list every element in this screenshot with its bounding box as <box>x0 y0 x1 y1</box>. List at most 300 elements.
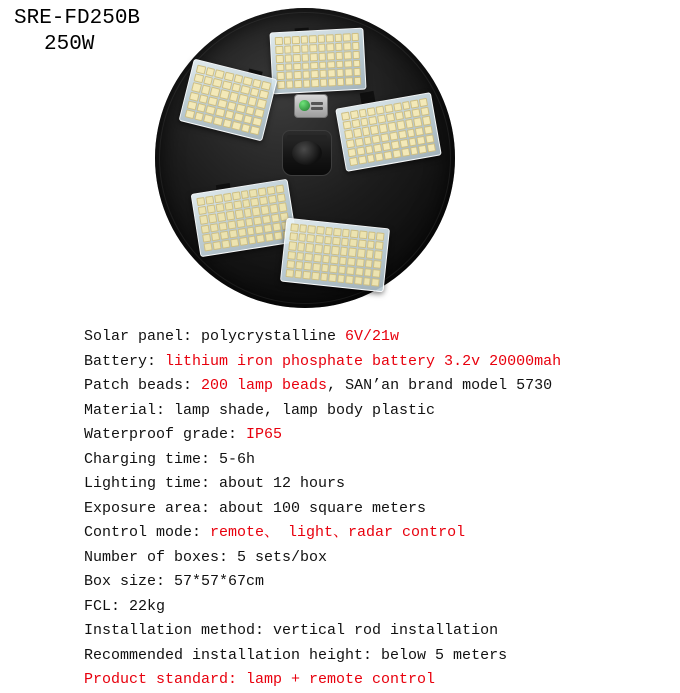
led-bead <box>250 198 259 207</box>
led-bead <box>215 203 224 212</box>
led-bead <box>305 252 313 261</box>
spec-line <box>84 644 654 669</box>
product-wattage: 250W <box>44 33 95 56</box>
led-bead <box>243 208 252 217</box>
led-bead <box>189 91 199 101</box>
spec-line <box>84 448 654 473</box>
led-bead <box>319 79 327 87</box>
led-bead <box>306 234 314 243</box>
led-bead <box>327 61 335 69</box>
led-bead <box>209 223 218 232</box>
led-bead <box>309 35 317 43</box>
led-bead <box>352 50 360 58</box>
led-bead <box>348 248 356 257</box>
led-bead <box>363 277 371 286</box>
led-bead <box>319 61 327 69</box>
led-bead <box>315 235 323 244</box>
led-bead <box>356 258 364 267</box>
spec-value: 6V/21w <box>345 328 400 345</box>
led-bead <box>227 220 236 229</box>
led-bead <box>288 241 296 250</box>
led-bead <box>336 78 344 86</box>
led-bead <box>405 119 414 128</box>
led-bead <box>357 249 365 258</box>
led-bead <box>353 128 362 137</box>
spec-label: Number of boxes: 5 sets/box <box>84 548 328 566</box>
led-bead <box>365 259 373 268</box>
led-bead <box>327 52 335 60</box>
spec-label: Box size: 57*57*67cm <box>84 573 265 590</box>
spec-label: Installation method: vertical rod installation <box>84 622 499 639</box>
led-bead <box>320 272 328 281</box>
led-bead <box>424 125 433 134</box>
spec-label: Exposure area: about 100 square meters <box>84 499 427 517</box>
led-bead <box>384 151 393 160</box>
led-bead <box>259 196 268 205</box>
led-bead <box>305 243 313 252</box>
led-bead <box>230 238 239 247</box>
led-bead <box>302 80 310 88</box>
led-bead <box>214 194 223 203</box>
led-bead <box>408 137 417 146</box>
led-bead <box>366 154 375 163</box>
led-bead <box>307 225 315 234</box>
led-bead <box>399 139 408 148</box>
spec-value-tail: , SAN’an brand model 5730 <box>327 377 553 394</box>
led-bead <box>295 261 303 270</box>
spec-value: 200 lamp beads <box>201 377 328 394</box>
led-bead <box>287 251 295 260</box>
spec-value: lithium iron phosphate battery 3.2v 20000mah <box>165 352 562 370</box>
led-bead <box>347 257 355 266</box>
led-bead <box>277 81 285 89</box>
led-bead <box>219 89 229 99</box>
spec-value: remote、 light、radar control <box>210 524 466 541</box>
led-bead <box>246 226 255 235</box>
led-bead <box>341 112 350 121</box>
led-bead <box>358 240 366 249</box>
led-bead <box>343 42 351 50</box>
led-bead <box>328 273 336 282</box>
spec-line <box>84 570 654 595</box>
led-bead <box>353 68 361 76</box>
led-bead <box>199 215 208 224</box>
led-bead <box>347 148 356 157</box>
led-bead-grid <box>185 65 272 136</box>
motion-sensor-icon <box>294 94 328 118</box>
led-bead <box>406 128 415 137</box>
led-bead <box>303 271 311 280</box>
led-bead <box>301 44 309 52</box>
led-bead <box>375 241 383 250</box>
spec-label: FCL: 22kg <box>84 597 166 615</box>
led-bead <box>207 205 216 214</box>
led-bead <box>351 119 360 128</box>
led-bead <box>352 59 360 67</box>
led-bead <box>377 115 386 124</box>
led-bead <box>326 34 334 42</box>
led-bead <box>304 261 312 270</box>
led-bead <box>302 62 310 70</box>
led-bead <box>258 187 267 196</box>
spec-label: Material: lamp shade, lamp body plastic <box>84 401 436 419</box>
led-bead <box>395 111 404 120</box>
product-model: SRE-FD250B <box>14 7 141 30</box>
spec-value: IP65 <box>246 426 283 443</box>
led-bead <box>223 193 232 202</box>
led-bead <box>425 134 434 143</box>
center-hub-icon <box>282 130 332 176</box>
led-bead <box>285 269 293 278</box>
led-bead <box>380 133 389 142</box>
led-bead <box>313 253 321 262</box>
led-bead <box>376 232 384 241</box>
spec-line <box>84 497 654 522</box>
led-bead <box>221 239 230 248</box>
led-bead <box>346 139 355 148</box>
led-bead <box>211 232 220 241</box>
led-bead <box>314 244 322 253</box>
led-bead <box>368 231 376 240</box>
led-bead <box>384 104 393 113</box>
led-bead <box>373 143 382 152</box>
led-bead <box>343 121 352 130</box>
led-bead <box>319 70 327 78</box>
led-bead <box>286 260 294 269</box>
led-bead <box>255 225 264 234</box>
led-bead <box>332 237 340 246</box>
led-bead <box>369 116 378 125</box>
spec-label: Solar panel: polycrystalline <box>84 328 346 345</box>
spec-line <box>84 399 654 424</box>
led-bead <box>422 116 431 125</box>
led-bead <box>201 224 210 233</box>
led-bead <box>198 206 207 215</box>
led-bead <box>242 199 251 208</box>
led-bead <box>345 77 353 85</box>
led-bead <box>237 228 246 237</box>
led-bead <box>376 105 385 114</box>
specification-list <box>84 325 654 693</box>
led-bead <box>359 230 367 239</box>
led-bead <box>185 109 195 119</box>
led-bead <box>410 146 419 155</box>
led-bead <box>292 36 300 44</box>
led-bead <box>318 52 326 60</box>
led-bead <box>226 211 235 220</box>
led-bead <box>205 196 214 205</box>
led-bead <box>277 72 285 80</box>
led-bead <box>285 80 293 88</box>
led-bead <box>419 98 428 107</box>
led-bead <box>363 136 372 145</box>
led-bead <box>218 221 227 230</box>
spec-label: Lighting time: about 12 hours <box>84 475 346 492</box>
led-bead <box>366 250 374 259</box>
led-bead <box>261 205 270 214</box>
led-bead <box>239 237 248 246</box>
led-bead <box>311 79 319 87</box>
led-bead <box>321 263 329 272</box>
led-bead <box>276 63 284 71</box>
led-bead <box>374 250 382 259</box>
led-bead <box>284 45 292 53</box>
led-bead <box>252 207 261 216</box>
led-bead <box>353 77 361 85</box>
title-block <box>14 6 140 58</box>
led-bead <box>310 70 318 78</box>
led-bead <box>285 63 293 71</box>
led-bead <box>386 113 395 122</box>
led-bead <box>412 108 421 117</box>
led-bead <box>267 186 276 195</box>
led-bead <box>356 146 365 155</box>
led-bead <box>322 254 330 263</box>
led-bead <box>316 226 324 235</box>
led-bead <box>344 60 352 68</box>
led-bead <box>349 157 358 166</box>
spec-line <box>84 472 654 497</box>
led-bead <box>271 213 280 222</box>
led-bead <box>331 246 339 255</box>
led-bead <box>257 99 267 109</box>
led-bead <box>417 135 426 144</box>
led-bead <box>364 268 372 277</box>
product-photo <box>155 8 455 308</box>
led-bead <box>318 43 326 51</box>
led-bead <box>415 126 424 135</box>
led-bead <box>339 256 347 265</box>
led-bead <box>249 189 258 198</box>
led-bead <box>338 265 346 274</box>
led-bead <box>401 148 410 157</box>
led-panel-bottom <box>280 218 390 293</box>
led-bead <box>264 223 273 232</box>
led-bead <box>299 224 307 233</box>
led-bead <box>335 51 343 59</box>
led-bead <box>275 46 283 54</box>
led-bead <box>358 155 367 164</box>
led-bead <box>372 269 380 278</box>
led-panel-top <box>269 28 366 95</box>
led-bead <box>391 140 400 149</box>
led-bead <box>208 214 217 223</box>
led-bead <box>350 110 359 119</box>
led-bead <box>387 122 396 131</box>
led-bead <box>413 117 422 126</box>
led-bead <box>236 219 245 228</box>
led-bead <box>330 255 338 264</box>
led-bead <box>373 260 381 269</box>
led-bead <box>278 203 287 212</box>
led-bead <box>284 54 292 62</box>
led-bead <box>217 98 227 108</box>
led-bead <box>212 241 221 250</box>
led-bead <box>396 120 405 129</box>
led-bead <box>309 44 317 52</box>
led-bead <box>333 228 341 237</box>
led-bead <box>312 262 320 271</box>
led-bead <box>410 99 419 108</box>
led-bead <box>329 264 337 273</box>
led-bead <box>285 72 293 80</box>
led-bead <box>265 232 274 241</box>
led-bead <box>220 230 229 239</box>
led-bead <box>277 193 286 202</box>
led-bead <box>301 53 309 61</box>
sensor-slot-icon <box>311 102 323 105</box>
led-bead <box>245 217 254 226</box>
spec-line <box>84 350 654 375</box>
led-bead <box>344 51 352 59</box>
led-bead <box>328 78 336 86</box>
led-bead <box>347 266 355 275</box>
led-bead <box>323 245 331 254</box>
spec-label: Battery: <box>84 352 166 370</box>
led-bead <box>290 223 298 232</box>
led-bead <box>202 233 211 242</box>
led-bead <box>294 80 302 88</box>
led-bead <box>336 60 344 68</box>
led-bead <box>361 127 370 136</box>
led-bead <box>335 43 343 51</box>
led-bead <box>269 204 278 213</box>
led-bead <box>213 116 223 126</box>
spec-label: Recommended installation height: below 5 meters <box>84 646 508 664</box>
led-bead <box>346 275 354 284</box>
led-bead-grid <box>341 98 436 166</box>
led-bead <box>203 242 212 251</box>
spec-line <box>84 521 654 546</box>
led-bead <box>392 149 401 158</box>
led-bead <box>217 212 226 221</box>
sensor-indicator-icon <box>299 100 310 111</box>
spec-value: Product standard: lamp + remote control <box>84 671 436 688</box>
led-bead <box>310 62 318 70</box>
spec-label: Control mode: <box>84 524 211 541</box>
spec-line <box>84 325 654 350</box>
led-bead <box>358 109 367 118</box>
led-bead <box>300 36 308 44</box>
led-bead <box>367 107 376 116</box>
led-bead <box>371 278 379 287</box>
led-bead <box>355 267 363 276</box>
spec-line <box>84 595 654 620</box>
led-bead <box>372 134 381 143</box>
led-bead <box>250 125 260 135</box>
led-bead <box>342 229 350 238</box>
spec-line <box>84 374 654 399</box>
spec-line <box>84 668 654 693</box>
led-bead <box>344 69 352 77</box>
led-bead <box>283 36 291 44</box>
led-bead <box>343 33 351 41</box>
led-bead <box>311 272 319 281</box>
led-bead <box>365 145 374 154</box>
led-bead <box>337 274 345 283</box>
led-bead <box>240 190 249 199</box>
led-bead <box>234 210 243 219</box>
led-bead <box>292 45 300 53</box>
led-bead <box>310 53 318 61</box>
led-bead <box>302 71 310 79</box>
led-bead <box>228 229 237 238</box>
led-bead <box>275 184 284 193</box>
led-bead <box>289 232 297 241</box>
led-bead <box>341 238 349 247</box>
led-bead-grid <box>285 223 384 287</box>
spec-label: Charging time: 5-6h <box>84 450 256 468</box>
led-bead <box>398 130 407 139</box>
led-bead <box>367 240 375 249</box>
led-bead <box>427 143 436 152</box>
spec-line <box>84 423 654 448</box>
led-bead <box>224 202 233 211</box>
led-bead <box>352 42 360 50</box>
led-bead <box>389 131 398 140</box>
led-bead <box>334 34 342 42</box>
led-bead <box>317 35 325 43</box>
led-bead <box>379 124 388 133</box>
led-bead <box>196 197 205 206</box>
led-bead <box>294 71 302 79</box>
led-bead <box>327 69 335 77</box>
led-bead <box>370 125 379 134</box>
led-bead <box>296 251 304 260</box>
spec-label: Patch beads: <box>84 377 202 394</box>
led-bead <box>272 222 281 231</box>
led-bead <box>349 239 357 248</box>
led-bead <box>256 234 265 243</box>
led-bead <box>324 236 332 245</box>
led-bead <box>350 230 358 239</box>
led-bead <box>275 37 283 45</box>
led-bead <box>274 231 283 240</box>
led-bead <box>298 233 306 242</box>
led-bead <box>382 142 391 151</box>
led-bead <box>403 110 412 119</box>
led-bead <box>276 54 284 62</box>
led-bead <box>293 62 301 70</box>
led-bead <box>191 82 201 92</box>
spec-line <box>84 546 654 571</box>
led-bead <box>360 118 369 127</box>
led-bead <box>325 227 333 236</box>
led-bead <box>421 107 430 116</box>
led-bead <box>233 200 242 209</box>
led-bead <box>351 33 359 41</box>
led-bead-grid <box>275 33 362 89</box>
led-bead <box>254 108 264 118</box>
led-bead-grid <box>196 184 291 251</box>
led-bead <box>297 242 305 251</box>
led-bead <box>375 152 384 161</box>
led-bead <box>354 137 363 146</box>
led-bead <box>293 54 301 62</box>
led-bead <box>231 191 240 200</box>
led-bead <box>326 43 334 51</box>
led-bead <box>393 102 402 111</box>
led-bead <box>336 69 344 77</box>
led-bead <box>340 247 348 256</box>
led-bead <box>418 145 427 154</box>
led-bead <box>354 276 362 285</box>
led-bead <box>402 101 411 110</box>
spec-line <box>84 619 654 644</box>
led-bead <box>268 195 277 204</box>
led-bead <box>247 235 256 244</box>
led-bead <box>262 214 271 223</box>
